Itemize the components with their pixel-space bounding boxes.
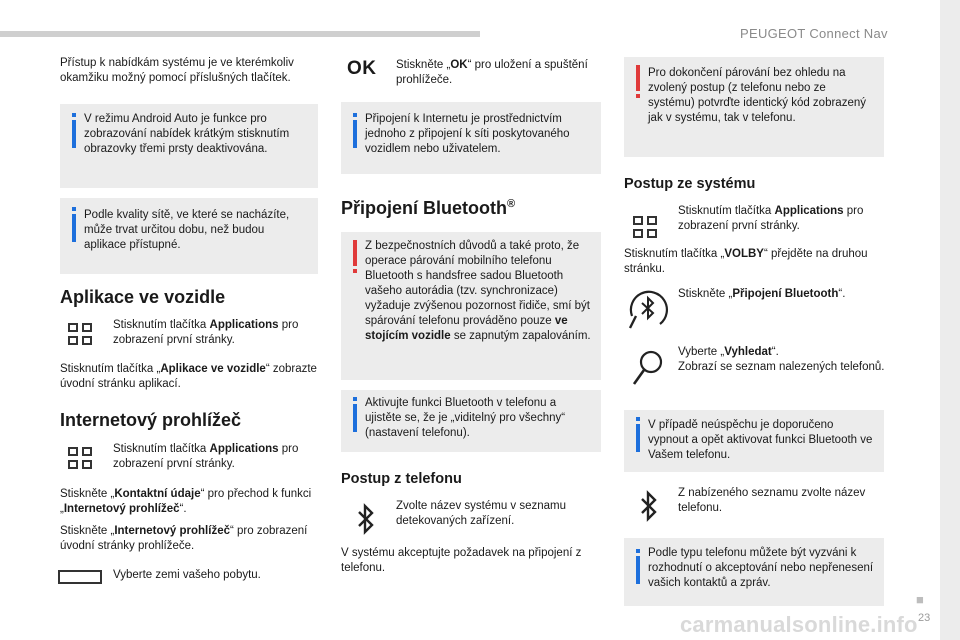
ok-icon: OK bbox=[347, 58, 377, 79]
warning-note-text: Z bezpečnostních důvodů a také proto, že operace párování mobilního telefonu Bluetooth s handsfree sadou Bluetooth vašeho autorádia (tzv. synchronizace) vyžaduje zvýšenou pozornost řidiče, smí být spárování telefonu prováděno pouze ve stojícím vozidle se zapnutým zapalováním. bbox=[365, 240, 591, 342]
applications-icon bbox=[68, 322, 92, 346]
apps-paragraph: Stisknutím tlačítka „Aplikace ve vozidle“ zobrazte úvodní stránku aplikací. bbox=[60, 363, 317, 390]
heading-from-phone: Postup z telefonu bbox=[341, 471, 462, 487]
info-note-text: Podle typu telefonu můžete být vyzváni k rozhodnutí o akceptování nebo nepřenesení vašich kontaktů a zpráv. bbox=[648, 547, 874, 589]
info-note-network bbox=[60, 198, 318, 274]
info-icon bbox=[636, 556, 640, 584]
header-bar bbox=[0, 31, 480, 37]
page-number: 23 bbox=[918, 612, 931, 624]
watermark: carmanualsonline.info bbox=[680, 612, 918, 637]
heading-browser: Internetový prohlížeč bbox=[60, 410, 242, 430]
system-step-bluetooth: Stiskněte „Připojení Bluetooth“. bbox=[678, 288, 846, 300]
system-step-search: Vyberte „Vyhledat“. Zobrazí se seznam nalezených telefonů. bbox=[678, 346, 885, 373]
warning-note-pairing-code bbox=[624, 57, 884, 157]
browser-step-country: Vyberte zemi vašeho pobytu. bbox=[113, 569, 261, 581]
heading-from-system: Postup ze systému bbox=[624, 176, 756, 192]
info-note-text: Připojení k Internetu je prostřednictvím jednoho z připojení k síti poskytovaného vozidlem nebo uživatelem. bbox=[365, 113, 570, 155]
heading-apps: Aplikace ve vozidle bbox=[60, 287, 226, 307]
phone-step-select-system: Zvolte název systému v seznamu detekovaných zařízení. bbox=[396, 500, 567, 527]
info-icon bbox=[72, 120, 76, 148]
heading-bluetooth: Připojení Bluetooth® bbox=[341, 198, 516, 218]
applications-icon bbox=[633, 215, 657, 239]
bluetooth-icon bbox=[640, 490, 658, 522]
info-note-text: V režimu Android Auto je funkce pro zobrazování nabídek krátkým stisknutím obrazovky třemi prsty deaktivována. bbox=[84, 113, 290, 155]
warning-note-safety bbox=[341, 232, 601, 380]
warning-icon bbox=[353, 240, 357, 266]
info-note-contacts bbox=[624, 538, 884, 606]
info-icon bbox=[636, 424, 640, 452]
info-icon bbox=[72, 214, 76, 242]
info-note-text: V případě neúspěchu je doporučeno vypnout a opět aktivovat funkci Bluetooth ve Vašem telefonu. bbox=[648, 419, 873, 461]
info-icon bbox=[353, 404, 357, 432]
info-note-bluetooth bbox=[341, 390, 601, 452]
ok-step: Stiskněte „OK“ pro uložení a spuštění prohlížeče. bbox=[396, 59, 588, 86]
bluetooth-connection-icon bbox=[626, 286, 672, 332]
system-step-applications: Stisknutím tlačítka Applications pro zobrazení první stránky. bbox=[678, 205, 864, 232]
info-note-text: Podle kvality sítě, ve které se nacházíte, může trvat určitou dobu, než budou aplikace přístupné. bbox=[84, 209, 290, 251]
info-note-android-auto bbox=[60, 104, 318, 188]
phone-paragraph-accept: V systému akceptujte požadavek na připojení z telefonu. bbox=[341, 547, 582, 574]
apps-step-applications: Stisknutím tlačítka Applications pro zobrazení první stránky. bbox=[113, 319, 299, 346]
warning-icon bbox=[636, 65, 640, 91]
info-note-failure bbox=[624, 410, 884, 472]
applications-icon bbox=[68, 446, 92, 470]
bluetooth-icon bbox=[357, 503, 375, 535]
browser-step-applications: Stisknutím tlačítka Applications pro zobrazení první stránky. bbox=[113, 443, 299, 470]
search-icon bbox=[630, 349, 664, 387]
info-note-internet bbox=[341, 102, 601, 174]
info-icon bbox=[353, 120, 357, 148]
intro-text: Přístup k nabídkám systému je ve kterémkoliv okamžiku možný pomocí příslušných tlačítek. bbox=[60, 57, 294, 84]
browser-paragraph-contacts: Stiskněte „Kontaktní údaje“ pro přechod k funkci „Internetový prohlížeč“. bbox=[60, 488, 312, 515]
info-note-text: Aktivujte funkci Bluetooth v telefonu a ujistěte se, že je „viditelný pro všechny“ (nastavení telefonu). bbox=[365, 397, 566, 439]
page-edge-strip bbox=[940, 0, 960, 640]
warning-note-text: Pro dokončení párování bez ohledu na zvolený postup (z telefonu nebo ze systému) potvrďte identický kód zobrazený jak v systému, tak v telefonu. bbox=[648, 67, 866, 124]
system-step-select-phone: Z nabízeného seznamu zvolte název telefonu. bbox=[678, 487, 866, 514]
brand-title: PEUGEOT Connect Nav bbox=[740, 26, 888, 41]
end-mark: ■ bbox=[916, 592, 924, 607]
browser-paragraph-open: Stiskněte „Internetový prohlížeč“ pro zobrazení úvodní stránky prohlížeče. bbox=[60, 525, 308, 552]
system-paragraph-options: Stisknutím tlačítka „VOLBY“ přejděte na druhou stránku. bbox=[624, 248, 868, 275]
country-selector-icon bbox=[58, 570, 102, 584]
